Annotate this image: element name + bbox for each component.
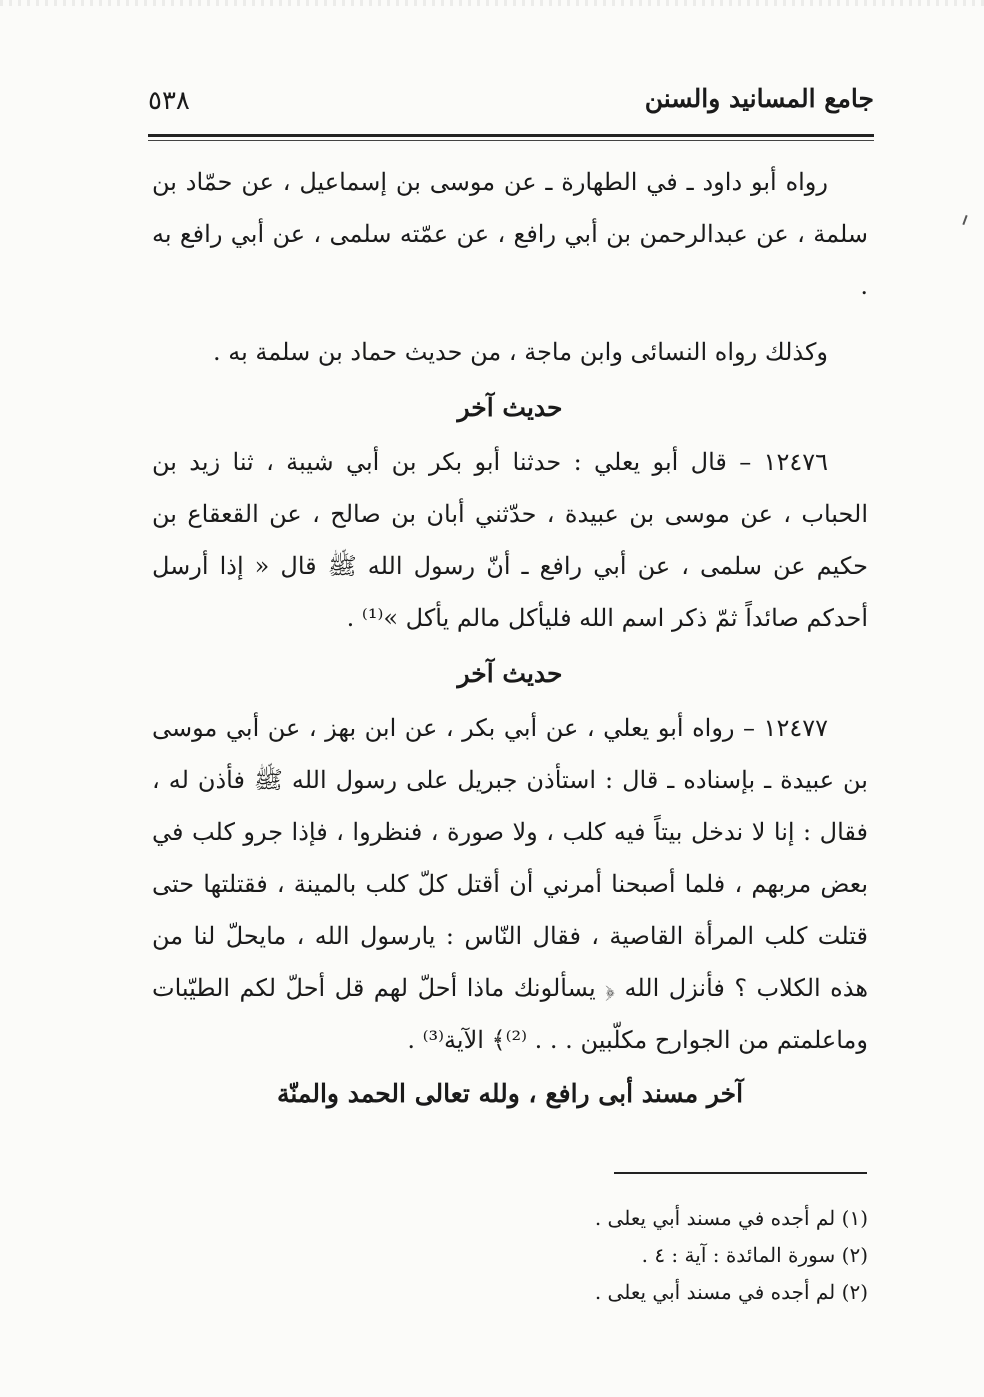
footnote-3: (٢) لم أجده في مسند أبي يعلى .	[594, 1280, 868, 1304]
main-text	[152, 156, 868, 1120]
section-heading-1: حديث آخر	[457, 393, 563, 422]
section-heading-2: حديث آخر	[457, 659, 563, 688]
paragraph-2: وكذلك رواه النسائى وابن ماجة ، من حديث حماد بن سلمة به .	[212, 338, 828, 366]
closing-line: آخر مسند أبى رافع ، ولله تعالى الحمد والمنّة	[276, 1079, 744, 1108]
hadith-12477: ١٢٤٧٧ – رواه أبو يعلي ، عن أبي بكر ، عن ابن بهز ، عن أبي موسى بن عبيدة ـ بإسناده ـ قال : استأذن جبريل على رسول الله ﷺ فأذن له ، فقال : إنا لا ندخل بيتاً فيه كلب ، ولا صورة ، فنظروا ، فإذا جرو كلب في بعض مربهم ، فلما أصبحنا أمرني أن أقتل كلّ كلب بالمينة ، فقتلتها حتى قتلت كلب المرأة القاصية ، فقال النّاس : يارسول الله ، مايحلّ لنا من هذه الكلاب ؟ فأنزل الله ﴿ يسألونك ماذا أحلّ لهم قل أحلّ لكم الطيّبات وماعلمتم من الجوارح مكلّبين . . . ⁽²⁾﴾ الآية⁽³⁾ .	[152, 714, 868, 1054]
scan-edge	[0, 0, 984, 6]
margin-mark	[962, 215, 967, 225]
footnote-2: (٢) سورة المائدة : آية : ٤ .	[641, 1243, 868, 1267]
paragraph-1: رواه أبو داود ـ في الطهارة ـ عن موسى بن إسماعيل ، عن حمّاد بن سلمة ، عن عبدالرحمن بن أبي رافع ، عن عمّته سلمى ، عن أبي رافع به .	[152, 168, 869, 300]
footnotes	[595, 1200, 868, 1311]
running-header	[148, 84, 874, 124]
page-number: ٥٣٨	[148, 86, 190, 116]
footnote-separator	[614, 1172, 867, 1174]
running-title: جامع المسانيد والسنن	[644, 84, 874, 113]
header-rule-thin	[148, 140, 874, 141]
footnote-1: (١) لم أجده في مسند أبي يعلى .	[594, 1206, 868, 1230]
hadith-12476: ١٢٤٧٦ – قال أبو يعلي : حدثنا أبو بكر بن أبي شيبة ، ثنا زيد بن الحباب ، عن موسى بن عبيدة ، حدّثني أبان بن صالح ، عن القعقاع بن حكيم عن سلمى ، عن أبي رافع ـ أنّ رسول الله ﷺ قال « إذا أرسل أحدكم صائداً ثمّ ذكر اسم الله فليأكل مالم يأكل »⁽¹⁾ .	[152, 448, 868, 632]
header-rule	[148, 134, 874, 137]
